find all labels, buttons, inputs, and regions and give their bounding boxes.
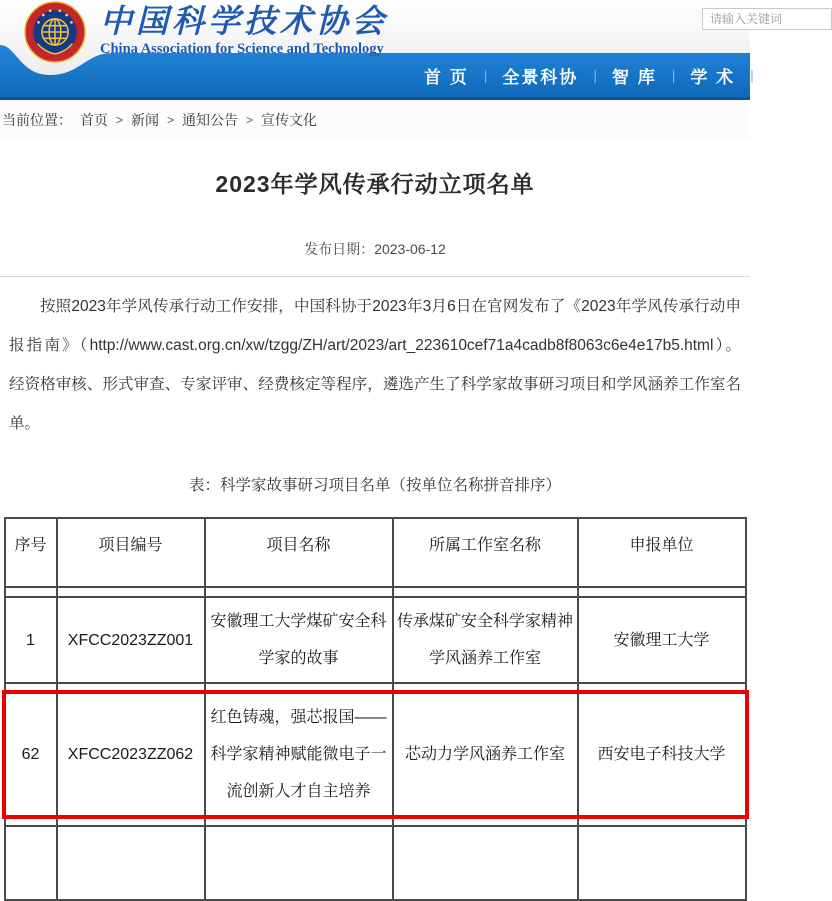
nav-separator: | xyxy=(593,67,598,83)
site-logo[interactable] xyxy=(24,1,388,63)
cell-studio: 芯动力学风涵养工作室 xyxy=(393,693,578,816)
cell-unit: 西安电子科技大学 xyxy=(578,693,746,816)
table-row-clipped xyxy=(5,826,746,900)
breadcrumb-separator: > xyxy=(246,113,254,127)
header-cell-seq: 序号 xyxy=(5,518,57,587)
nav-separator: | xyxy=(671,67,676,83)
cell-empty xyxy=(205,683,393,693)
nav-item-home[interactable]: 首 页 xyxy=(424,67,469,87)
logo-title-cn: 中国科学技术协会 xyxy=(100,2,389,40)
divider-line xyxy=(0,276,750,277)
cell-empty xyxy=(205,816,393,826)
cell-seq: 1 xyxy=(5,597,57,683)
nav-item-academic[interactable]: 学 术 xyxy=(690,67,736,87)
breadcrumb-item-culture[interactable]: 宣传文化 xyxy=(261,112,318,128)
cell-seq: 62 xyxy=(5,693,57,816)
nav-item-panorama[interactable]: 全景科协 xyxy=(502,67,579,87)
table-row xyxy=(5,597,746,683)
nav-separator: | xyxy=(750,67,754,83)
project-table xyxy=(4,517,747,901)
cell-empty xyxy=(393,826,578,900)
nav-separator: | xyxy=(483,67,488,83)
site-header xyxy=(0,0,814,100)
cell-empty xyxy=(5,826,57,900)
cell-empty xyxy=(57,826,205,900)
table-caption: 表：科学家故事研习项目名单（按单位名称拼音排序） xyxy=(188,477,561,494)
breadcrumb-item-notices[interactable]: 通知公告 xyxy=(182,112,239,128)
main-nav xyxy=(424,53,814,97)
cell-empty xyxy=(57,683,205,693)
nav-item-science[interactable]: 科 普 xyxy=(768,67,814,87)
cell-code: XFCC2023ZZ001 xyxy=(57,597,205,683)
cell-empty xyxy=(578,816,746,826)
logo-text xyxy=(100,1,388,58)
breadcrumb-item-news[interactable]: 新闻 xyxy=(131,112,160,128)
table-row-collapsed xyxy=(5,587,746,597)
cell-empty xyxy=(205,587,393,597)
cell-name: 安徽理工大学煤矿安全科学家的故事 xyxy=(205,597,393,683)
cell-name: 红色铸魂，强芯报国——科学家精神赋能微电子一流创新人才自主培养 xyxy=(205,693,393,816)
cell-empty xyxy=(578,683,746,693)
publish-date-label: 发布日期： xyxy=(304,241,375,257)
cell-empty xyxy=(57,816,205,826)
breadcrumb-separator: > xyxy=(116,113,124,127)
cell-empty xyxy=(5,816,57,826)
breadcrumb-label: 当前位置： xyxy=(2,112,72,128)
cell-code: XFCC2023ZZ062 xyxy=(57,693,205,816)
cell-empty xyxy=(205,826,393,900)
logo-title-en: China Association for Science and Technology xyxy=(100,41,384,57)
cast-emblem-icon xyxy=(24,1,86,63)
cell-empty xyxy=(578,587,746,597)
cell-empty xyxy=(5,587,57,597)
cell-empty xyxy=(5,683,57,693)
cell-unit: 安徽理工大学 xyxy=(578,597,746,683)
breadcrumb-separator: > xyxy=(167,113,175,127)
breadcrumb xyxy=(0,100,750,140)
cell-empty xyxy=(578,826,746,900)
table-row-collapsed xyxy=(5,816,746,826)
cell-empty xyxy=(393,587,578,597)
header-cell-studio: 所属工作室名称 xyxy=(393,518,578,587)
article-paragraph: 按照2023年学风传承行动工作安排，中国科协于2023年3月6日在官网发布了《2023年学风传承行动申报指南》（http://www.cast.org.cn/xw/tzgg/ZH/art/2023/art_223610cef71a4cadb8f8063c6e4e17b5.html）。经资格审核、形式审查、专家评审、经费核定等程序，遴选产生了科学家故事研习项目和学风涵养工作室名单。 xyxy=(9,298,741,432)
publish-date xyxy=(0,239,750,259)
cell-studio: 传承煤矿安全科学家精神学风涵养工作室 xyxy=(393,597,578,683)
article xyxy=(0,166,750,901)
table-row-collapsed xyxy=(5,683,746,693)
header-cell-unit: 申报单位 xyxy=(578,518,746,587)
search-input[interactable] xyxy=(702,8,832,30)
table-row-highlighted xyxy=(5,693,746,816)
publish-date-value: 2023-06-12 xyxy=(374,241,446,257)
nav-item-thinktank[interactable]: 智 库 xyxy=(612,67,657,87)
header-cell-code: 项目编号 xyxy=(57,518,205,587)
table-header-row xyxy=(5,518,746,587)
cell-empty xyxy=(57,587,205,597)
header-cell-name: 项目名称 xyxy=(205,518,393,587)
cell-empty xyxy=(393,816,578,826)
cell-empty xyxy=(393,683,578,693)
breadcrumb-item-home[interactable]: 首页 xyxy=(80,112,108,128)
page-title: 2023年学风传承行动立项名单 xyxy=(215,171,535,197)
